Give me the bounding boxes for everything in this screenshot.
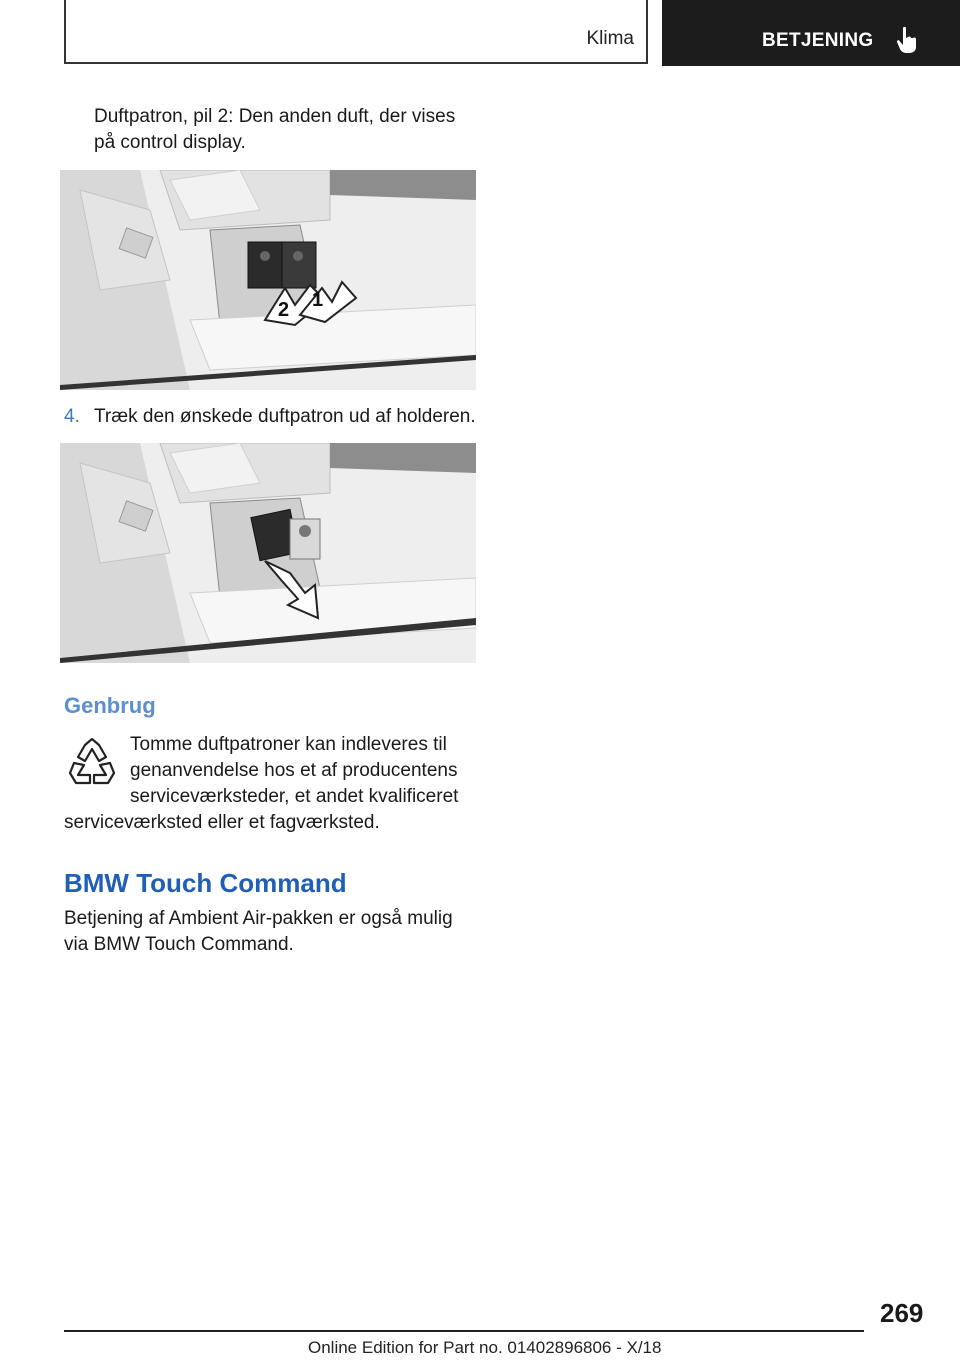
recycle-heading: Genbrug bbox=[64, 693, 156, 718]
touch-command-line-1: Betjening af Ambient Air-pakken er også mulig bbox=[64, 908, 453, 929]
cartridge-illustration-2 bbox=[60, 443, 476, 663]
step-4-number bbox=[64, 404, 80, 430]
hand-pointer-icon bbox=[896, 26, 918, 54]
header-section-box bbox=[662, 0, 960, 66]
figure-cartridge-arrows bbox=[60, 170, 476, 390]
intro-line-2: på control display. bbox=[94, 132, 246, 153]
recycle-icon bbox=[66, 737, 118, 789]
recycle-line-2: genanvendelse hos et af producentens bbox=[130, 760, 458, 781]
recycle-line-1: Tomme duftpatroner kan indleveres til bbox=[130, 734, 447, 755]
figure-cartridge-pull bbox=[60, 443, 476, 663]
recycle-line-4: serviceværksted eller et fagværksted. bbox=[64, 812, 380, 833]
intro-line-1: Duftpatron, pil 2: Den anden duft, der vises bbox=[94, 106, 456, 127]
touch-command-line-2: via BMW Touch Command. bbox=[64, 934, 294, 955]
section-title: BETJENING bbox=[762, 30, 874, 51]
cartridge-illustration-1 bbox=[60, 170, 476, 390]
header-chapter-box bbox=[64, 0, 648, 64]
arrow-label-2: 2 bbox=[278, 299, 290, 321]
chapter-title: Klima bbox=[586, 28, 634, 49]
page-number: 269 bbox=[880, 1298, 924, 1328]
step-number: 4. bbox=[64, 406, 80, 427]
touch-command-heading: BMW Touch Command bbox=[64, 868, 347, 898]
recycle-line-3: serviceværksteder, et andet kvalificeret bbox=[130, 786, 459, 807]
arrow-label-1: 1 bbox=[312, 289, 324, 311]
footer-divider bbox=[64, 1330, 864, 1332]
step-4-text: Træk den ønskede duftpatron ud af holderen. bbox=[94, 406, 476, 427]
footer-edition: Online Edition for Part no. 01402896806 - X/18 bbox=[308, 1338, 662, 1357]
